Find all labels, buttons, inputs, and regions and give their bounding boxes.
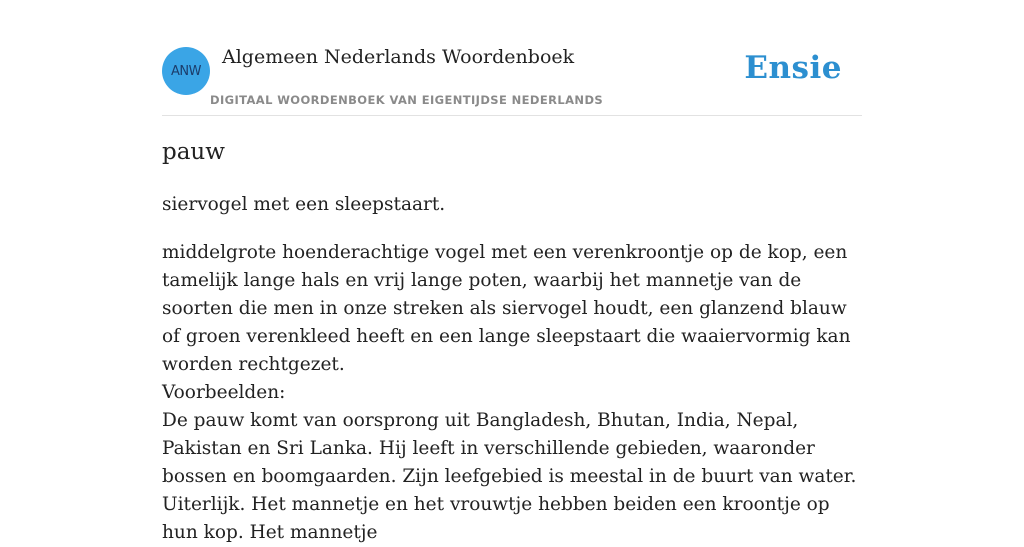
example-text: De pauw komt van oorsprong uit Bangladesh, Bhutan, India, Nepal, Pakistan en Sri Lanka. Hij leeft in verschillende gebieden, waaronder bossen en boomgaarden. Zijn leefgebied is meestal in de buurt van water. Uiterlijk. Het mannetje en het vrouwtje hebben beiden een kroontje op hun kop. Het mannetje xyxy=(162,410,857,543)
anw-logo[interactable] xyxy=(162,47,210,95)
logo-text: ANW xyxy=(171,63,201,79)
site-subtitle: DIGITAAL WOORDENBOEK VAN EIGENTIJDSE NEDERLANDS xyxy=(210,93,604,107)
ensie-brand-link[interactable]: Ensie xyxy=(744,50,842,86)
site-title[interactable]: Algemeen Nederlands Woordenboek xyxy=(222,46,575,68)
site-header xyxy=(162,40,862,116)
entry-definition: siervogel met een sleepstaart. xyxy=(162,194,446,215)
entry-headword: pauw xyxy=(162,139,225,165)
entry-description: middelgrote hoenderachtige vogel met een verenkroontje op de kop, een tamelijk lange hals en vrij lange poten, waarbij het mannetje van de soorten die men in onze streken als siervogel houdt, een glanzend blauw of groen verenkleed heeft en een lange sleepstaart die waaiervormig kan worden rechtgezet. xyxy=(162,242,851,375)
examples-section xyxy=(162,379,862,547)
examples-label: Voorbeelden: xyxy=(162,382,286,403)
